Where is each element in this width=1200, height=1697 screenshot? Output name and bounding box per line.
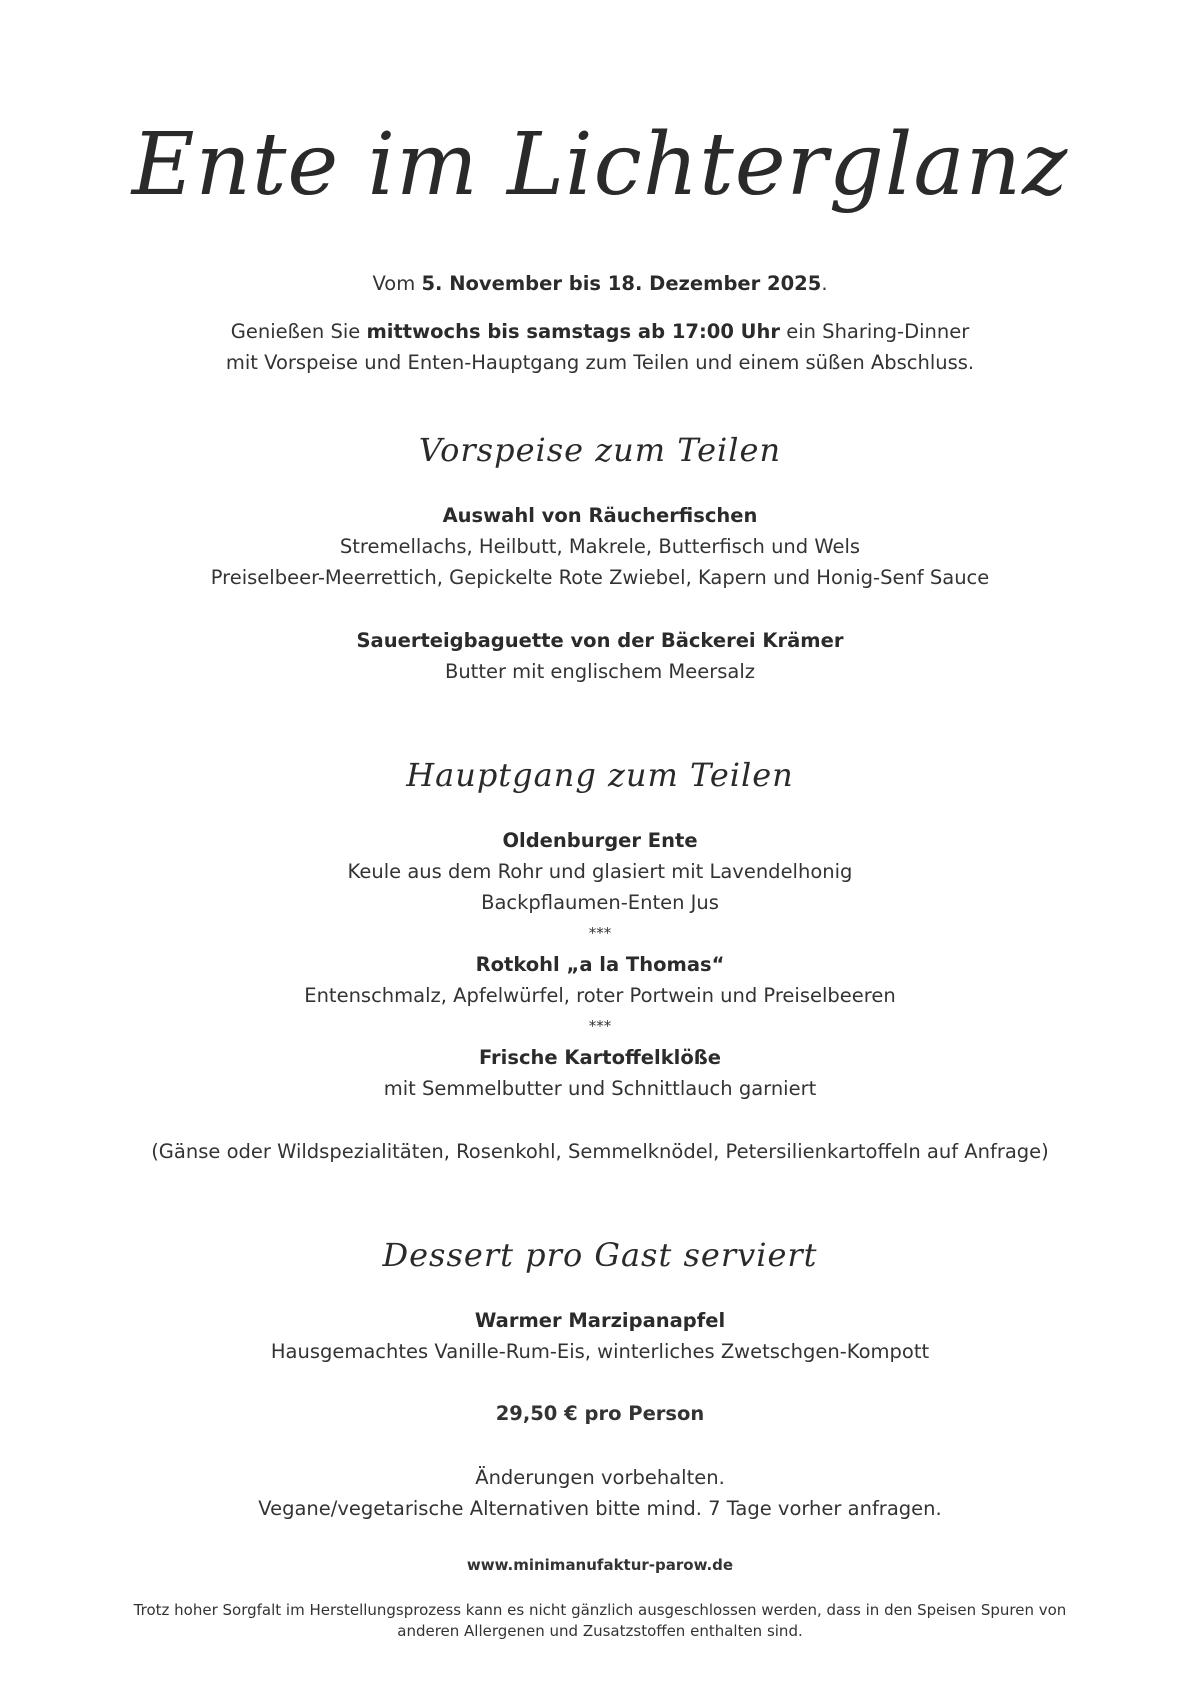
main-item-3-desc: mit Semmelbutter und Schnittlauch garniert: [383, 1077, 817, 1100]
main-item-3-name: Frische Kartoffelklöße: [478, 1046, 722, 1069]
date-prefix: Vom: [372, 272, 422, 295]
starter-item-1-desc-1: Stremellachs, Heilbutt, Makrele, Butterfisch und Wels: [339, 535, 861, 558]
date-suffix: .: [821, 272, 828, 295]
main-heading: Hauptgang zum Teilen: [406, 756, 794, 794]
starter-item-1-name: Auswahl von Räucherfischen: [442, 504, 758, 527]
dessert-item-desc: Hausgemachtes Vanille-Rum-Eis, winterliches Zwetschgen-Kompott: [270, 1340, 930, 1363]
page-title-text: Ente im Lichterglanz: [131, 115, 1069, 215]
website-link[interactable]: www.minimanufaktur-parow.de: [466, 1556, 734, 1574]
disclaimer-line-2: anderen Allergenen und Zusatzstoffen enthalten sind.: [397, 1622, 803, 1640]
starter-item-2-desc: Butter mit englischem Meersalz: [444, 660, 756, 683]
page-title: [0, 100, 1200, 230]
intro-line-3: mit Vorspeise und Enten-Hauptgang zum Teilen und einem süßen Abschluss.: [225, 351, 975, 374]
starter-item-1-desc-2: Preiselbeer-Meerrettich, Gepickelte Rote Zwiebel, Kapern und Honig-Senf Sauce: [210, 566, 990, 589]
intro-bold: mittwochs bis samstags ab 17:00 Uhr: [366, 320, 781, 343]
main-item-2-name: Rotkohl „a la Thomas“: [475, 953, 725, 976]
dessert-item-name: Warmer Marzipanapfel: [474, 1309, 726, 1332]
dessert-heading: Dessert pro Gast serviert: [382, 1236, 818, 1274]
main-item-1-name: Oldenburger Ente: [502, 829, 698, 852]
main-item-1-desc-1: Keule aus dem Rohr und glasiert mit Lavendelhonig: [347, 860, 853, 883]
price: 29,50 € pro Person: [495, 1402, 705, 1425]
date-range: [0, 268, 1200, 299]
main-item-2-desc: Entenschmalz, Apfelwürfel, roter Portwein und Preiselbeeren: [304, 984, 896, 1007]
separator-2: ***: [588, 1017, 612, 1035]
starter-heading: Vorspeise zum Teilen: [418, 431, 782, 469]
main-item-1-desc-2: Backpflaumen-Enten Jus: [481, 891, 719, 914]
disclaimer-line-1: Trotz hoher Sorgfalt im Herstellungsprozess kann es nicht gänzlich ausgeschlossen werden, dass in den Speisen Spuren von: [133, 1601, 1067, 1619]
intro-prefix: Genießen Sie: [230, 320, 367, 343]
intro-suffix: ein Sharing-Dinner: [780, 320, 970, 343]
separator-1: ***: [588, 924, 612, 942]
note-line-2: Vegane/vegetarische Alternativen bitte mind. 7 Tage vorher anfragen.: [258, 1497, 942, 1520]
starter-item-2-name: Sauerteigbaguette von der Bäckerei Krämer: [356, 629, 844, 652]
intro-line-2: [0, 316, 1200, 347]
note-line-1: Änderungen vorbehalten.: [475, 1466, 725, 1489]
main-note: (Gänse oder Wildspezialitäten, Rosenkohl, Semmelknödel, Petersilienkartoffeln auf Anfrage): [151, 1140, 1049, 1163]
date-bold: 5. November bis 18. Dezember 2025: [421, 272, 822, 295]
